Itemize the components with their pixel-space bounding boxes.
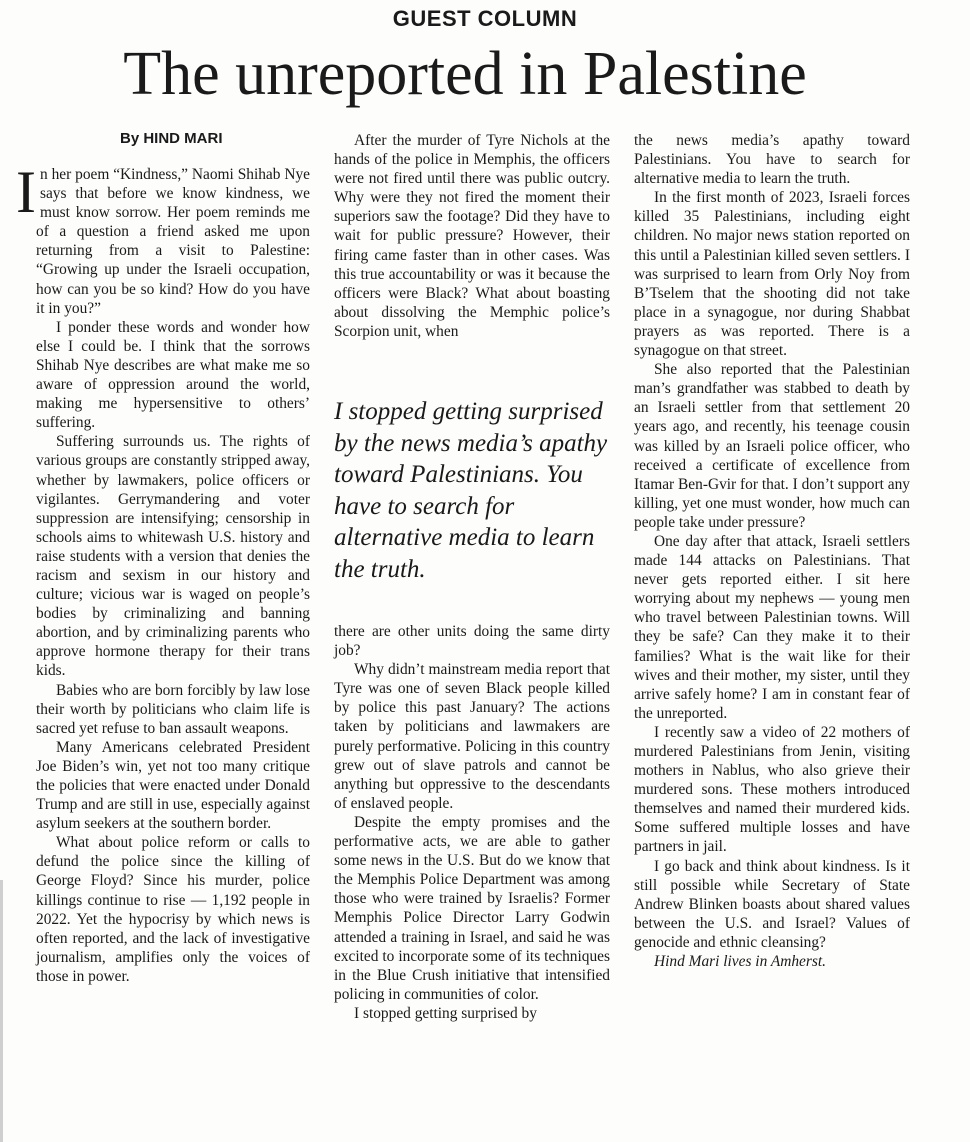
paragraph-5: Many Americans celebrated President Joe Biden’s win, yet not too many critique the policies that were enacted under Donald Trump and are still in use, especially against asylum seekers at the southern border. xyxy=(36,738,310,833)
paragraph-9: Despite the empty promises and the performative acts, we are able to gather some news in the U.S. But do we know that the Memphis Police Department was among those who were trained by Israelis? Former Memphis Police Director Larry Godwin attended a training in Israel, and said he was excited to incorporate some of its techniques in the Blue Crush initiative that intensified policing in communities of color. xyxy=(334,813,610,1003)
paragraph-6: What about police reform or calls to defund the police since the killing of George Floyd? Since his murder, police killings continue to rise — 1,192 people in 2022. Yet the hypocrisy by which news is often reported, and the lack of investigative journalism, amplifies only the voices of those in power. xyxy=(36,834,310,985)
paragraph-12: She also reported that the Palestinian man’s grandfather was stabbed to death by an Israeli settler from that settlement 20 years ago, and recently, his teenage cousin was killed by an Israeli police officer, who received a certificate of excellence from Itamar Ben-Gvir for that. I don’t support any killing, yet one must wonder, how much can people take under pressure? xyxy=(634,361,910,531)
paragraph-13: One day after that attack, Israeli settlers made 144 attacks on Palestinians. That never gets reported either. I sit here worrying about my nephews — young men who travel between Palestinian towns. Will they be safe? Can they make it to their families? What is the wait like for their wives and their mother, my sister, until they arrive safely home? I am in constant fear of the unreported. xyxy=(634,532,910,722)
pull-quote: I stopped getting surprised by the news media’s apathy toward Palestinians. You have to search for alternative media to learn the truth. xyxy=(334,398,608,583)
page-edge-shadow xyxy=(0,880,3,1142)
paragraph-10-continued: the news media’s apathy toward Palestinians. You have to search for alternative media to learn the truth. xyxy=(634,132,910,188)
paragraph-7: After the murder of Tyre Nichols at the hands of the police in Memphis, the officers were not fired until there was public outcry. Why were they not fired the moment their superiors saw the footage? Did they have to wait for public pressure? However, their firing came faster than in other cases. Was this true accountability or was it because the officers were Black? What about boasting about dissolving the Memphic police’s Scorpion unit, when xyxy=(334,132,610,340)
author-signoff: Hind Mari lives in Amherst. xyxy=(654,953,826,971)
paragraph-11: In the first month of 2023, Israeli forces killed 35 Palestinians, including eight children. No major news station reported on this until a Palestinian killed seven settlers. I was surprised to learn from Orly Noy from B’Tselem that the shooting did not take place in a synagogue, nor during Shabbat prayers as was reported. There is a synagogue on that street. xyxy=(634,189,910,360)
column-2-top xyxy=(334,131,610,341)
column-2-bottom xyxy=(334,622,610,1023)
column-1 xyxy=(16,159,310,986)
paragraph-7-continued: there are other units doing the same dirty job? xyxy=(334,623,610,660)
byline: By HIND MARI xyxy=(120,130,223,147)
paragraph-3: Suffering surrounds us. The rights of various groups are constantly stripped away, whether by lawmakers, police officers or vigilantes. Gerrymandering and voter suppression are intensifying; censorship in schools aims to whitewash U.S. history and raise students with a version that denies the racism and sexism in our history and culture; vicious war is waged on people’s bodies by criminalizing and banning abortion, and by criminalizing parents who approve hormone therapy for their trans kids. xyxy=(36,433,310,680)
section-kicker: GUEST COLUMN xyxy=(392,6,578,31)
paragraph-14: I recently saw a video of 22 mothers of murdered Palestinians from Jenin, visiting mothers in Nablus, who also grieve their murdered sons. These mothers introduced themselves and named their murdered kids. Some suffered multiple losses and have partners in jail. xyxy=(634,723,910,856)
column-3 xyxy=(634,131,910,971)
paragraph-15: I go back and think about kindness. Is it still possible while Secretary of State Andrew Blinken boasts about shared values between the U.S. and Israel? Values of genocide and ethnic cleansing? xyxy=(634,857,910,951)
paragraph-2: I ponder these words and wonder how else I could be. I think that the sorrows Shihab Nye describes are what make me so aware of oppression around the world, making me hypersensitive to others’ suffering. xyxy=(36,318,310,432)
drop-cap: I xyxy=(16,159,36,225)
paragraph-8: Why didn’t mainstream media report that Tyre was one of seven Black people killed by police this past January? The actions taken by politicians and lawmakers are purely performative. Policing in this country grew out of slave patrols and cannot be anything but oppressive to the descendants of enslaved people. xyxy=(334,661,610,812)
paragraph-4: Babies who are born forcibly by law lose their worth by politicians who claim life is sacred yet refuse to ban assault weapons. xyxy=(36,681,310,737)
paragraph-1-text: n her poem “Kindness,” Naomi Shihab Nye says that before we know kindness, we must know sorrow. Her poem reminds me of a question a friend asked me upon returning from a visit to Palestine: “Growing up under the Israeli occupation, how can you be so kind? How do you have it in you?” xyxy=(36,166,310,317)
headline: The unreported in Palestine xyxy=(123,40,807,108)
paragraph-10: I stopped getting surprised by xyxy=(354,1004,537,1022)
paragraph-1 xyxy=(16,159,310,318)
